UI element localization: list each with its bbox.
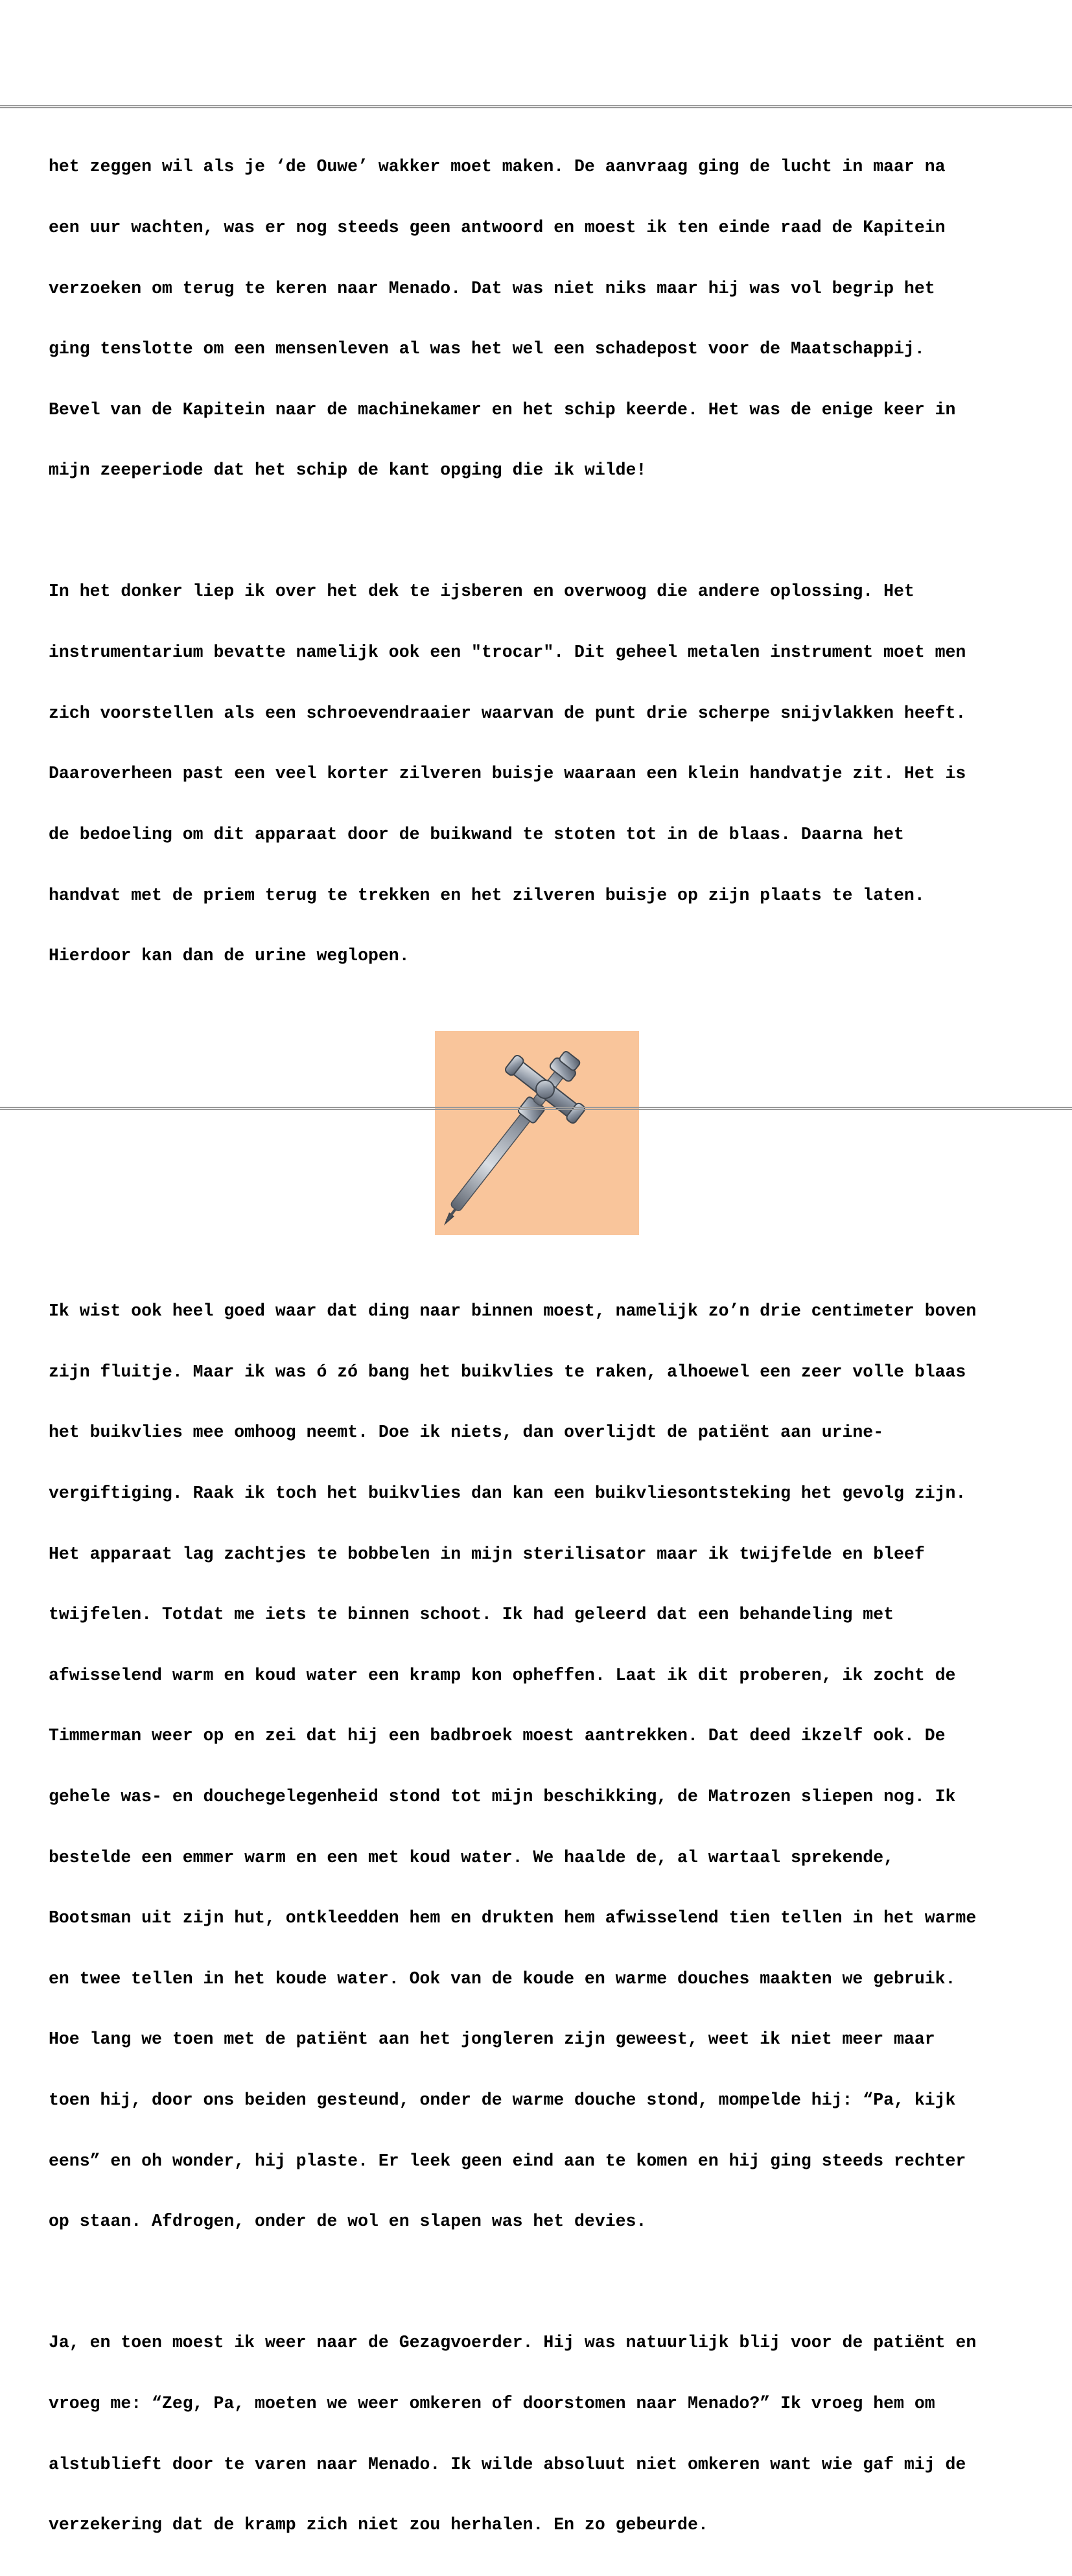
text-line: instrumentarium bevatte namelijk ook een "trocar". Dit geheel metalen instrument moet men [49,643,966,663]
text-line: handvat met de priem terug te trekken en het zilveren buisje op zijn plaats te laten. [49,885,925,905]
text-line: vroeg me: “Zeg, Pa, moeten we weer omkeren of doorstomen naar Menado?” Ik vroeg hem om [49,2393,935,2413]
text-line: bestelde een emmer warm en een met koud water. We haalde de, al wartaal sprekende, [49,1847,894,1867]
text-line: Bevel van de Kapitein naar de machinekamer en het schip keerde. Het was de enige keer in [49,399,956,419]
text-line: Timmerman weer op en zei dat hij een badbroek moest aantrekken. Dat deed ikzelf ook. De [49,1726,946,1746]
text-line: afwisselend warm en koud water een kramp kon opheffen. Laat ik dit proberen, ik zocht de [49,1665,956,1685]
text-line: zijn fluitje. Maar ik was ó zó bang het buikvlies te raken, alhoewel een zeer volle blaas [49,1362,966,1382]
trocar-illustration [435,1031,639,1235]
text-line: op staan. Afdrogen, onder de wol en slapen was het devies. [49,2212,647,2232]
paragraph-4 [49,2293,1027,2576]
text-line: alstublieft door te varen naar Menado. Ik wilde absoluut niet omkeren want wie gaf mij de [49,2454,966,2474]
text-line: gehele was- en douchegelegenheid stond tot mijn beschikking, de Matrozen sliepen nog. Ik [49,1787,956,1807]
text-line: toen hij, door ons beiden gesteund, onder de warme douche stond, mompelde hij: “Pa, kijk [49,2090,956,2110]
paragraph-1 [49,117,1027,521]
document-body [49,117,1027,2576]
text-line: eens” en oh wonder, hij plaste. Er leek geen eind aan te komen en hij ging steeds rechter [49,2151,966,2171]
text-line: verzekering dat de kramp zich niet zou herhalen. En zo gebeurde. [49,2515,708,2535]
text-line: Daaroverheen past een veel korter zilveren buisje waaraan een klein handvatje zit. Het is [49,764,966,784]
text-line: In het donker liep ik over het dek te ijsberen en overwoog die andere oplossing. Het [49,582,915,602]
text-line: twijfelen. Totdat me iets te binnen schoot. Ik had geleerd dat een behandeling met [49,1605,894,1625]
text-line: het zeggen wil als je ‘de Ouwe’ wakker moet maken. De aanvraag ging de lucht in maar na [49,157,946,177]
top-horizontal-rule [0,105,1072,108]
text-line: Hoe lang we toen met de patiënt aan het jongleren zijn geweest, weet ik niet meer maar [49,2029,935,2050]
text-line: Bootsman uit zijn hut, ontkleedden hem en drukten hem afwisselend tien tellen in het warme [49,1908,977,1928]
text-line: ging tenslotte om een mensenleven al was het wel een schadepost voor de Maatschappij. [49,339,925,359]
text-line: de bedoeling om dit apparaat door de buikwand te stoten tot in de blaas. Daarna het [49,824,904,844]
paragraph-2 [49,541,1027,1007]
text-line: vergiftiging. Raak ik toch het buikvlies dan kan een buikvliesontsteking het gevolg zijn. [49,1483,966,1503]
text-line: Ik wist ook heel goed waar dat ding naar binnen moest, namelijk zo’n drie centimeter boven [49,1301,977,1321]
text-line: zich voorstellen als een schroevendraaier waarvan de punt drie scherpe snijvlakken heeft. [49,703,966,723]
text-line: Het apparaat lag zachtjes te bobbelen in mijn sterilisator maar ik twijfelde en bleef [49,1544,925,1564]
text-line: verzoeken om terug te keren naar Menado. Dat was niet niks maar hij was vol begrip het [49,278,935,298]
text-line: en twee tellen in het koude water. Ook van de koude en warme douches maakten we gebruik. [49,1968,956,1989]
figure-container [49,1031,1027,1235]
paragraph-3 [49,1261,1027,2273]
text-line: het buikvlies mee omhoog neemt. Doe ik niets, dan overlijdt de patiënt aan urine- [49,1423,884,1443]
text-line: Ja, en toen moest ik weer naar de Gezagvoerder. Hij was natuurlijk blij voor de patiënt en [49,2333,977,2353]
text-line: mijn zeeperiode dat het schip de kant opging die ik wilde! [49,460,647,480]
text-line: Hierdoor kan dan de urine weglopen. [49,946,410,966]
bottom-horizontal-rule [0,1107,1072,1110]
trocar-image [435,1031,639,1235]
text-line: een uur wachten, was er nog steeds geen antwoord en moest ik ten einde raad de Kapitein [49,218,946,238]
